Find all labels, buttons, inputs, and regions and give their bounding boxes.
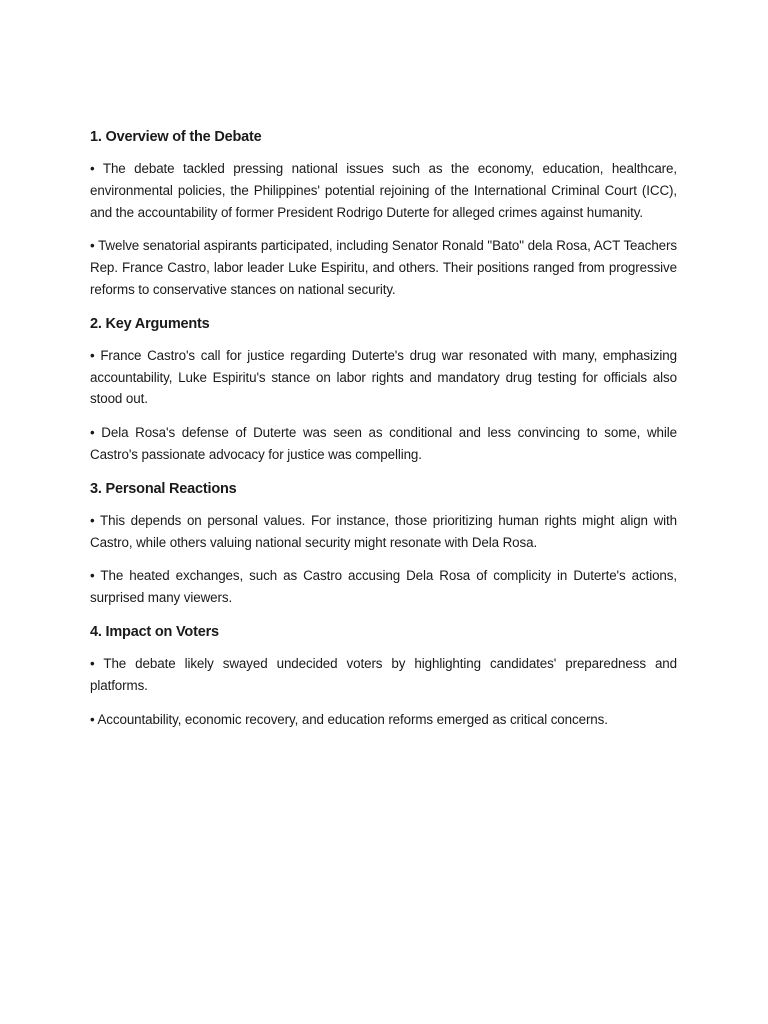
bullet-paragraph: • The debate tackled pressing national issues such as the economy, education, healthcare, environmental policies, the Philippines' potential rejoining of the International Criminal Court (ICC), and the accountability of former President Rodrigo Duterte for alleged crimes against humanity.: [90, 161, 677, 220]
document-page: [90, 126, 677, 742]
bullet-paragraph: • Twelve senatorial aspirants participated, including Senator Ronald "Bato" dela Rosa, ACT Teachers Rep. France Castro, labor leader Luke Espiritu, and others. Their positions ranged from progressive reforms to conservative stances on national security.: [90, 238, 677, 297]
bullet-paragraph: • Dela Rosa's defense of Duterte was seen as conditional and less convincing to some, while Castro's passionate advocacy for justice was compelling.: [90, 425, 677, 462]
section-impact-on-voters: [90, 621, 677, 730]
bullet-paragraph: • Accountability, economic recovery, and education reforms emerged as critical concerns.: [90, 711, 608, 727]
bullet-paragraph: • The heated exchanges, such as Castro accusing Dela Rosa of complicity in Duterte's actions, surprised many viewers.: [90, 568, 677, 606]
section-personal-reactions: [90, 478, 677, 609]
section-heading: 4. Impact on Voters: [90, 623, 219, 640]
bullet-paragraph: • The debate likely swayed undecided voters by highlighting candidates' preparedness and platforms.: [90, 655, 677, 693]
section-key-arguments: [90, 313, 677, 466]
bullet-paragraph: • France Castro's call for justice regarding Duterte's drug war resonated with many, emphasizing accountability, Luke Espiritu's stance on labor rights and mandatory drug testing for officials also stood out.: [90, 347, 677, 407]
section-heading: 2. Key Arguments: [90, 315, 210, 332]
section-heading: 1. Overview of the Debate: [90, 129, 262, 145]
section-overview: [90, 126, 677, 301]
section-heading: 3. Personal Reactions: [90, 480, 237, 497]
bullet-paragraph: • This depends on personal values. For instance, those prioritizing human rights might align with Castro, while others valuing national security might resonate with Dela Rosa.: [90, 512, 677, 550]
